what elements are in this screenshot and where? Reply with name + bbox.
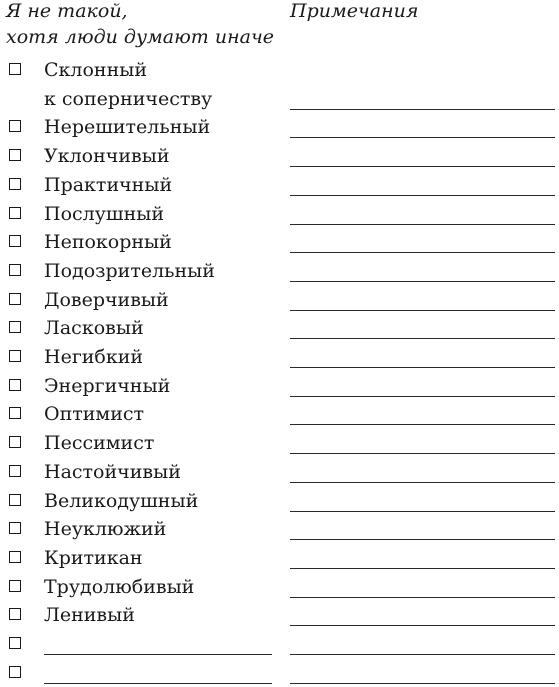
checklist-row [0,142,559,170]
checkbox[interactable] [9,465,21,477]
checkbox[interactable] [9,637,21,649]
checklist-row [0,573,559,601]
checkbox[interactable] [9,580,21,592]
checkbox[interactable] [9,551,21,563]
note-line[interactable] [290,683,555,684]
note-line[interactable] [290,654,555,655]
checklist-row [0,458,559,486]
note-line[interactable] [290,511,555,512]
checkbox[interactable] [9,264,21,276]
checklist-row [0,200,559,228]
checklist-row [0,343,559,371]
checkbox[interactable] [9,350,21,362]
checkbox[interactable] [9,178,21,190]
checklist-row [0,228,559,256]
checkbox[interactable] [9,608,21,620]
note-line[interactable] [290,224,555,225]
checklist-row [0,286,559,314]
checklist-row [0,487,559,515]
note-line[interactable] [290,597,555,598]
note-line[interactable] [290,396,555,397]
checkbox[interactable] [9,235,21,247]
item-label: Энергичный [44,374,171,397]
item-label: Ленивый [44,604,135,627]
checkbox[interactable] [9,436,21,448]
blank-item-line[interactable] [44,654,272,655]
item-label: Нерешительный [44,116,211,139]
checklist-row [0,56,559,84]
note-line[interactable] [290,367,555,368]
checkbox[interactable] [9,407,21,419]
checklist-row [0,85,559,113]
item-label: Непокорный [44,231,172,254]
checklist-row [0,171,559,199]
item-label: Уклончивый [44,145,170,168]
item-label: Подозрительный [44,259,215,282]
note-line[interactable] [290,539,555,540]
checklist-row [0,515,559,543]
checkbox[interactable] [9,207,21,219]
item-label: Трудолюбивый [44,575,195,598]
checkbox[interactable] [9,666,21,678]
item-label: Практичный [44,173,173,196]
note-line[interactable] [290,482,555,483]
blank-item-line[interactable] [44,683,272,684]
checklist-row [0,400,559,428]
checklist-row [0,659,559,687]
note-line[interactable] [290,625,555,626]
item-label: Неуклюжий [44,518,167,541]
note-line[interactable] [290,137,555,138]
note-line[interactable] [290,195,555,196]
item-label: Пессимист [44,432,155,455]
checklist-row [0,257,559,285]
note-line[interactable] [290,166,555,167]
item-label: Настойчивый [44,460,181,483]
item-label: Критикан [44,546,143,569]
item-label: Ласковый [44,317,144,340]
checkbox[interactable] [9,321,21,333]
checklist-row [0,314,559,342]
item-label: Доверчивый [44,288,169,311]
note-line[interactable] [290,338,555,339]
note-line[interactable] [290,424,555,425]
header-left [6,0,274,50]
checklist-row [0,429,559,457]
header-left-line2: хотя люди думают иначе [6,26,275,48]
checklist-row [0,601,559,629]
checkbox[interactable] [9,120,21,132]
note-line[interactable] [290,281,555,282]
note-line[interactable] [290,310,555,311]
checkbox[interactable] [9,494,21,506]
header-left-line1: Я не такой, [6,0,128,22]
item-label: Великодушный [44,489,199,512]
note-line[interactable] [290,109,555,110]
checklist-row [0,630,559,658]
checkbox[interactable] [9,379,21,391]
item-label: к соперничеству [44,87,213,110]
checklist-row [0,372,559,400]
checklist-row [0,113,559,141]
checkbox[interactable] [9,149,21,161]
note-line[interactable] [290,568,555,569]
note-line[interactable] [290,453,555,454]
header-notes: Примечания [290,0,419,22]
note-line[interactable] [290,252,555,253]
item-label: Склонный [44,59,148,81]
item-label: Оптимист [44,403,145,426]
checkbox[interactable] [9,293,21,305]
item-label: Негибкий [44,346,144,368]
checklist-row [0,544,559,572]
item-label: Послушный [44,202,165,225]
checkbox[interactable] [9,522,21,534]
checkbox[interactable] [9,63,21,75]
